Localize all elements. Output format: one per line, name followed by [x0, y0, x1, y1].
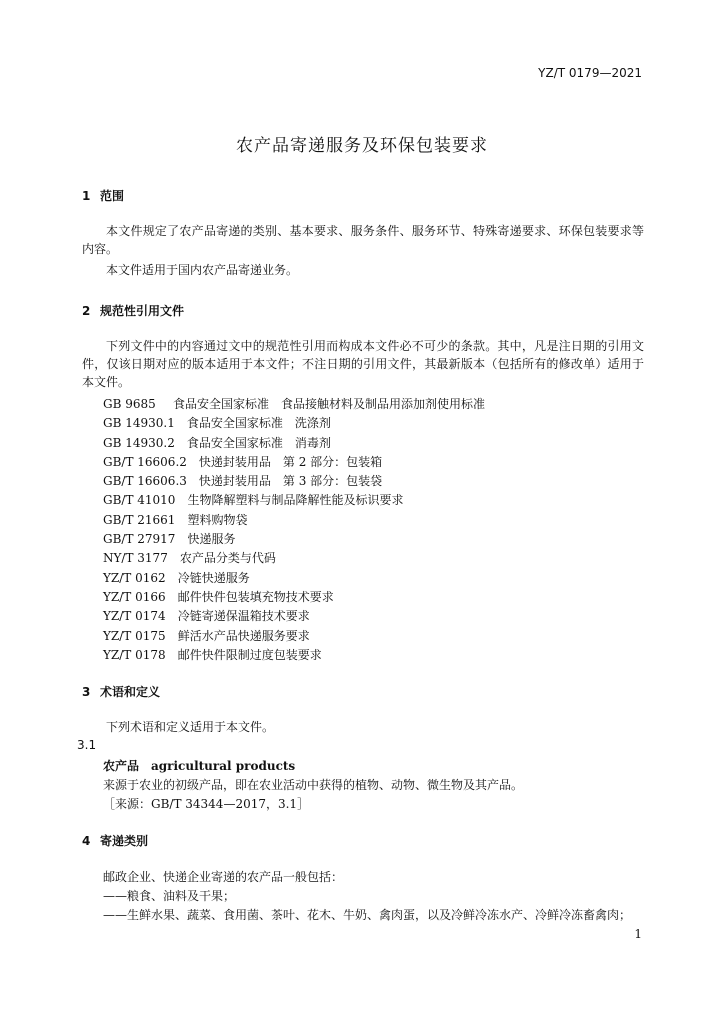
reference-item: [103, 549, 485, 568]
section-number: 2: [82, 304, 91, 318]
reference-title: 生物降解塑料与制品降解性能及标识要求: [187, 493, 404, 508]
reference-item: [103, 530, 485, 549]
section-2-heading: [82, 302, 184, 319]
reference-code: YZ/T 0174: [103, 609, 166, 624]
page-number: 1: [634, 927, 642, 941]
term-label: 农产品 agricultural products: [103, 759, 296, 773]
reference-title: 邮件快件限制过度包装要求: [177, 647, 322, 662]
reference-code: GB 9685: [103, 397, 156, 411]
reference-title: 食品安全国家标准 洗涤剂: [186, 416, 331, 431]
reference-item: [103, 434, 485, 453]
section-title: 术语和定义: [100, 685, 161, 699]
document-title: 农产品寄递服务及环保包装要求: [236, 136, 488, 156]
reference-item: [103, 453, 485, 472]
section-title: 规范性引用文件: [100, 304, 185, 318]
reference-item: [103, 627, 485, 646]
reference-title: 快递封装用品 第 3 部分：包装袋: [198, 474, 383, 489]
reference-code: GB 14930.2: [103, 435, 175, 450]
section-1-paragraph-1: 本文件规定了农产品寄递的类别、基本要求、服务条件、服务环节、特殊寄递要求、环保包装要求等内容。: [82, 224, 644, 257]
section-title: 寄递类别: [100, 834, 149, 848]
section-title: 范围: [100, 189, 125, 203]
reference-code: YZ/T 0175: [103, 628, 166, 643]
list-item: ——粮食、油料及干果；: [103, 889, 236, 903]
reference-item: [103, 569, 485, 588]
reference-title: 农产品分类与代码: [179, 551, 276, 566]
reference-item: [103, 491, 485, 510]
document-code: YZ/T 0179—2021: [538, 66, 642, 80]
reference-title: 食品安全国家标准 消毒剂: [186, 435, 331, 450]
section-1-paragraph-2: 本文件适用于国内农产品寄递业务。: [106, 263, 299, 277]
reference-code: YZ/T 0178: [103, 647, 166, 662]
reference-title: 快递服务: [187, 532, 236, 547]
reference-item: [103, 646, 485, 665]
section-number: 3: [82, 685, 91, 699]
reference-item: [103, 607, 485, 626]
reference-item: [103, 395, 485, 414]
section-4-heading: [82, 832, 148, 849]
reference-title: 邮件快件包装填充物技术要求: [177, 589, 334, 604]
section-3-heading: [82, 683, 160, 700]
reference-code: GB 14930.1: [103, 416, 175, 431]
reference-code: YZ/T 0166: [103, 589, 166, 604]
list-item: ——生鲜水果、蔬菜、食用菌、茶叶、花木、牛奶、禽肉蛋，以及冷鲜冷冻水产、冷鲜冷冻畜禽肉；: [103, 908, 632, 922]
section-2-paragraph-1: 下列文件中的内容通过文中的规范性引用而构成本文件必不可少的条款。其中，凡是注日期的引用文件，仅该日期对应的版本适用于本文件；不注日期的引用文件，其最新版本（包括所有的修改单）适用于本文件。: [82, 339, 644, 390]
section-4-paragraph-1: 邮政企业、快递企业寄递的农产品一般包括：: [103, 870, 344, 884]
section-number: 1: [82, 189, 91, 203]
term-definition: 来源于农业的初级产品，即在农业活动中获得的植物、动物、微生物及其产品。: [103, 778, 524, 792]
reference-title: 鲜活水产品快递服务要求: [177, 628, 310, 643]
section-3-paragraph-1: 下列术语和定义适用于本文件。: [106, 720, 275, 734]
reference-code: GB/T 21661: [103, 512, 176, 527]
reference-title: 塑料购物袋: [187, 512, 248, 527]
reference-code: GB/T 27917: [103, 532, 176, 547]
normative-reference-list: [103, 395, 485, 665]
section-number: 4: [82, 834, 91, 848]
reference-item: [103, 588, 485, 607]
reference-code: GB/T 16606.2: [103, 454, 187, 469]
reference-code: GB/T 41010: [103, 493, 176, 508]
reference-item: [103, 414, 485, 433]
reference-item: [103, 472, 485, 491]
section-1-heading: [82, 187, 124, 204]
term-number: 3.1: [77, 738, 97, 752]
reference-title: 冷链快递服务: [177, 570, 250, 585]
reference-code: YZ/T 0162: [103, 570, 166, 585]
reference-title: 冷链寄递保温箱技术要求: [177, 609, 310, 624]
reference-item: [103, 511, 485, 530]
reference-code: GB/T 16606.3: [103, 474, 187, 489]
reference-code: NY/T 3177: [103, 551, 168, 566]
term-source: ［来源：GB/T 34344—2017，3.1］: [103, 797, 310, 811]
reference-title: 食品安全国家标准 食品接触材料及制品用添加剂使用标准: [173, 397, 486, 411]
reference-title: 快递封装用品 第 2 部分：包装箱: [198, 454, 383, 469]
